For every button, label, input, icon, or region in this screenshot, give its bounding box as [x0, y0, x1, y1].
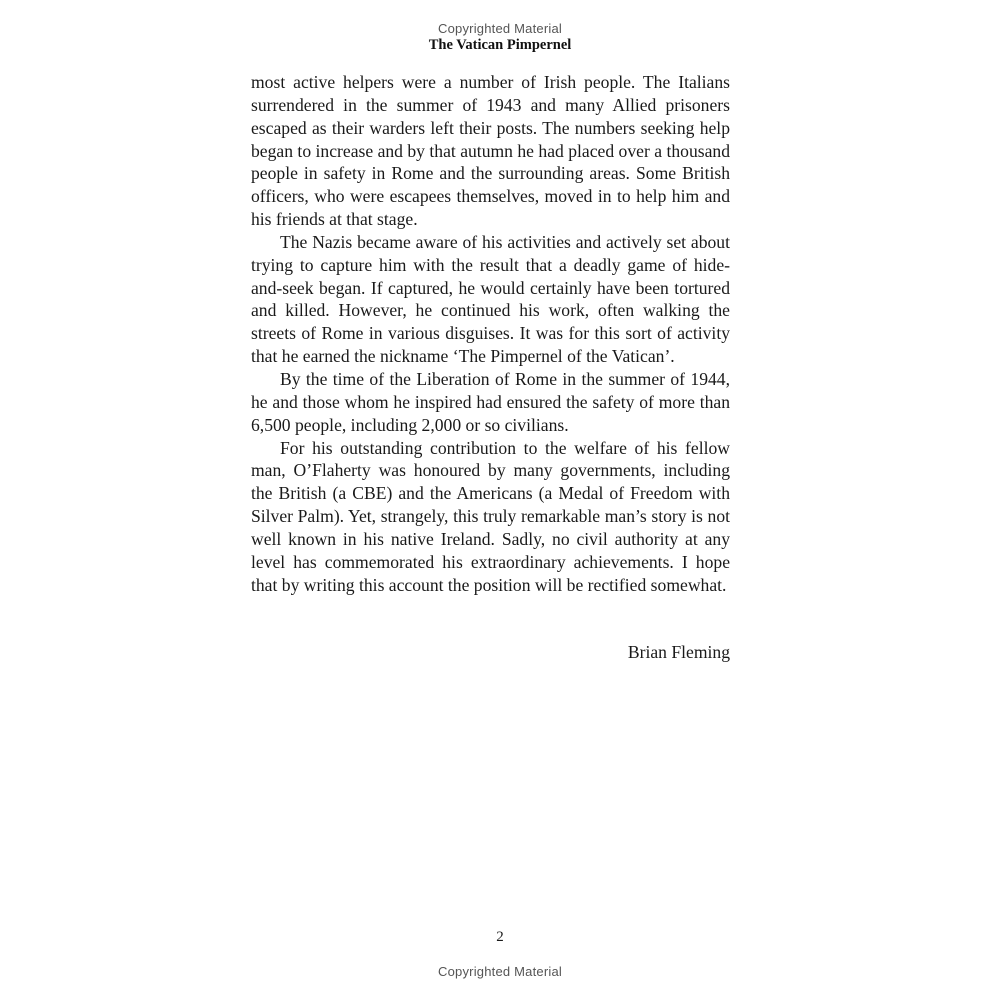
- paragraph-4: For his outstanding contribution to the welfare of his fellow man, O’Flaherty was honoured by many governments, including the British (a CBE) and the Americans (a Medal of Freedom with Silver Palm). Yet, strangely, this truly remarkable man’s story is not well known in his native Ireland. Sadly, no civil authority at any level has commemorated his extraordinary achievements. I hope that by writing this account the position will be rectified somewhat.: [251, 437, 730, 595]
- paragraph-2: The Nazis became aware of his activities and actively set about trying to capture him with the result that a deadly game of hide-and-seek began. If captured, he would certainly have been tortured and killed. However, he continued his work, often walking the streets of Rome in various disguises. It was for this sort of activity that he earned the nickname ‘The Pimpernel of the Vatican’.: [251, 231, 730, 367]
- copyright-notice-top: Copyrighted Material: [438, 21, 562, 36]
- page-number: 2: [496, 929, 504, 945]
- body-text: [251, 71, 730, 596]
- paragraph-3: By the time of the Liberation of Rome in the summer of 1944, he and those whom he inspired had ensured the safety of more than 6,500 people, including 2,000 or so civilians.: [251, 368, 730, 435]
- running-head-title: The Vatican Pimpernel: [428, 37, 572, 53]
- copyright-notice-bottom: Copyrighted Material: [438, 964, 562, 979]
- paragraph-1: most active helpers were a number of Irish people. The Italians surrendered in the summer of 1943 and many Allied prisoners escaped as their warders left their posts. The numbers seeking help began to increase and by that autumn he had placed over a thousand people in safety in Rome and the surrounding areas. Some British officers, who were escapees themselves, moved in to help him and his friends at that stage.: [251, 72, 730, 230]
- author-signature: Brian Fleming: [627, 642, 730, 662]
